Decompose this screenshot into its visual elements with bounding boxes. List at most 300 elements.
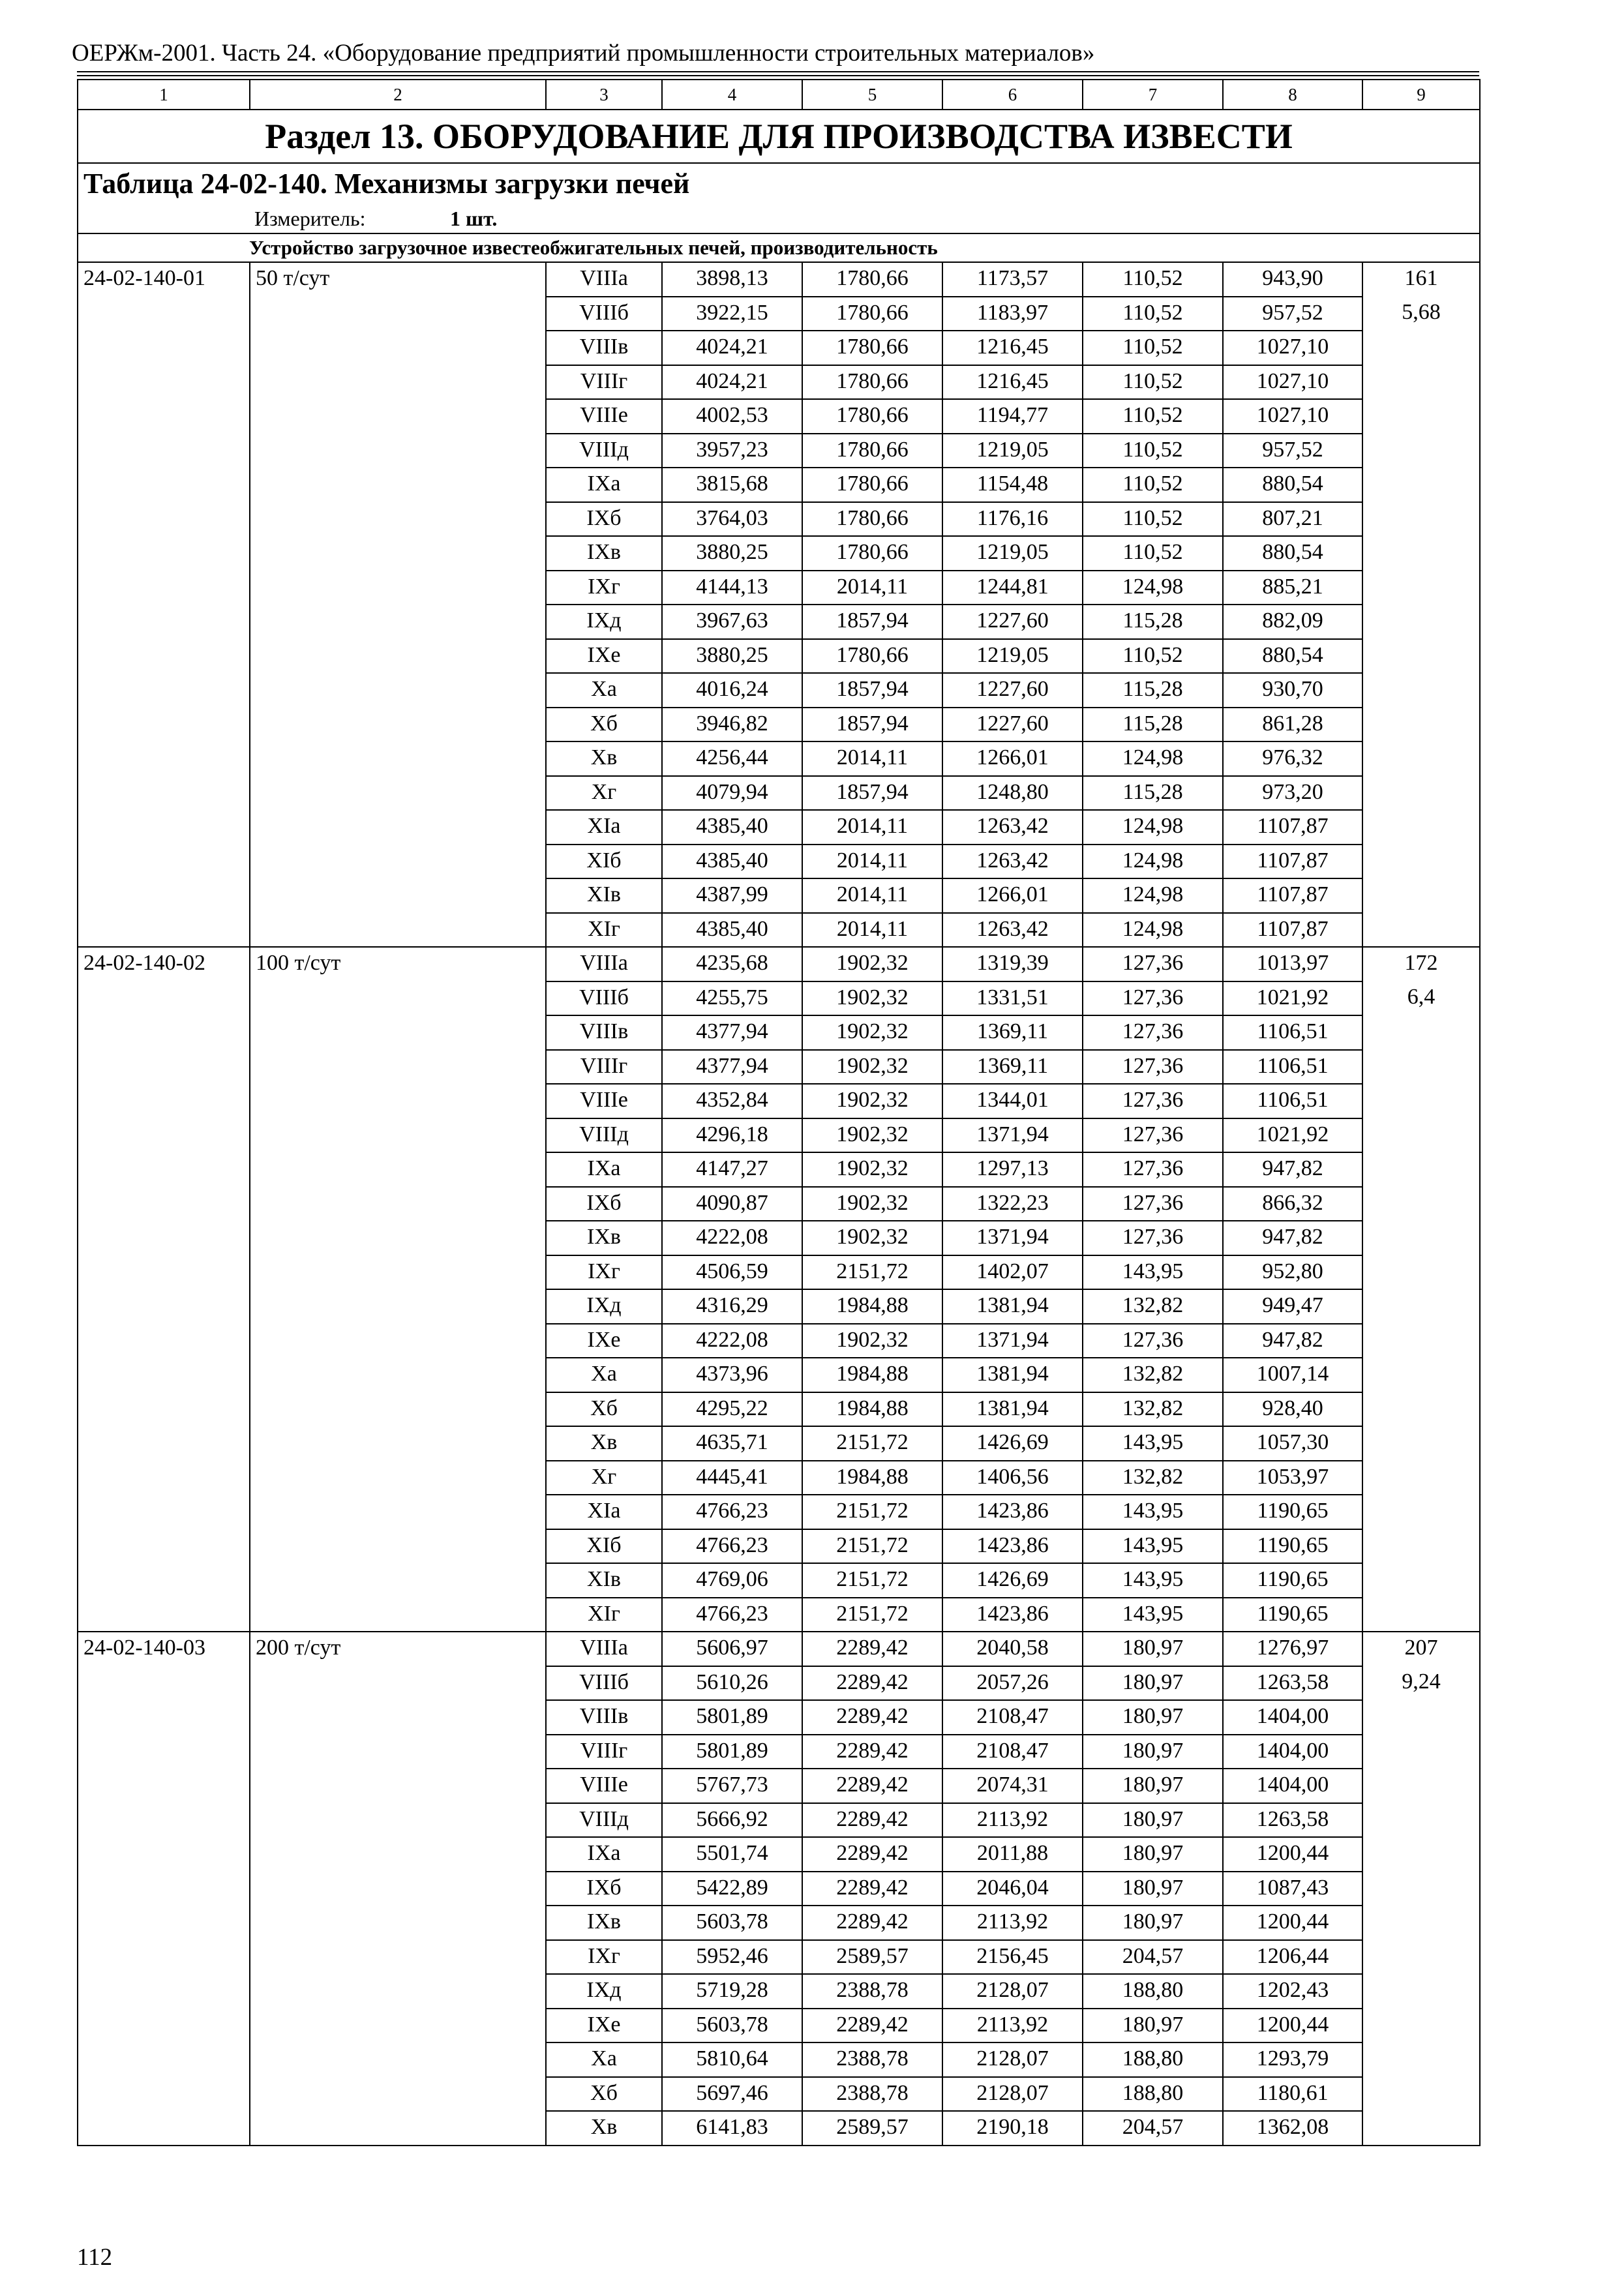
- value-cell: 4377,94: [662, 1050, 802, 1085]
- col9-cell: [1362, 2009, 1480, 2043]
- value-cell: 1227,60: [942, 708, 1083, 742]
- value-cell: 1227,60: [942, 673, 1083, 708]
- value-cell: 3880,25: [662, 639, 802, 674]
- capacity-cell: [250, 1461, 546, 1495]
- furnace-type-cell: VIIIд: [546, 1803, 662, 1838]
- rate-code-cell: [78, 1803, 250, 1838]
- col9-cell: [1362, 1187, 1480, 1221]
- table-row: [78, 1495, 1480, 1529]
- value-cell: 3957,23: [662, 434, 802, 468]
- value-cell: 1780,66: [802, 399, 942, 434]
- value-cell: 4016,24: [662, 673, 802, 708]
- value-cell: 5801,89: [662, 1735, 802, 1769]
- capacity-cell: [250, 1221, 546, 1255]
- rate-code-cell: [78, 810, 250, 845]
- value-cell: 110,52: [1083, 434, 1223, 468]
- rate-code-cell: [78, 1906, 250, 1940]
- value-cell: 143,95: [1083, 1255, 1223, 1290]
- value-cell: 2108,47: [942, 1700, 1083, 1735]
- value-cell: 1106,51: [1223, 1084, 1362, 1118]
- value-cell: 1200,44: [1223, 1906, 1362, 1940]
- value-cell: 1423,86: [942, 1495, 1083, 1529]
- value-cell: 2289,42: [802, 1735, 942, 1769]
- value-cell: 5610,26: [662, 1666, 802, 1701]
- value-cell: 4024,21: [662, 365, 802, 400]
- table-row: [78, 399, 1480, 434]
- col9-cell: [1362, 1015, 1480, 1050]
- furnace-type-cell: VIIIа: [546, 947, 662, 981]
- col9-cell: [1362, 1769, 1480, 1803]
- rate-code-cell: [78, 2077, 250, 2112]
- value-cell: 1984,88: [802, 1358, 942, 1392]
- capacity-cell: [250, 399, 546, 434]
- value-cell: 124,98: [1083, 845, 1223, 879]
- value-cell: 124,98: [1083, 810, 1223, 845]
- value-cell: 2289,42: [802, 2009, 942, 2043]
- furnace-type-cell: IXв: [546, 536, 662, 571]
- value-cell: 5952,46: [662, 1940, 802, 1975]
- value-cell: 949,47: [1223, 1289, 1362, 1324]
- value-cell: 110,52: [1083, 639, 1223, 674]
- rate-code-cell: [78, 1015, 250, 1050]
- value-cell: 947,82: [1223, 1324, 1362, 1358]
- value-cell: 124,98: [1083, 571, 1223, 605]
- furnace-type-cell: IXг: [546, 1940, 662, 1975]
- furnace-type-cell: IXб: [546, 1872, 662, 1906]
- col9-cell: [1362, 1906, 1480, 1940]
- capacity-cell: [250, 1152, 546, 1187]
- value-cell: 1263,58: [1223, 1666, 1362, 1701]
- value-cell: 1107,87: [1223, 878, 1362, 913]
- furnace-type-cell: Xг: [546, 776, 662, 811]
- rate-code-cell: [78, 741, 250, 776]
- value-cell: 1371,94: [942, 1324, 1083, 1358]
- table-row: [78, 1461, 1480, 1495]
- value-cell: 4002,53: [662, 399, 802, 434]
- value-cell: 1200,44: [1223, 2009, 1362, 2043]
- table-row: [78, 878, 1480, 913]
- value-cell: 115,28: [1083, 605, 1223, 639]
- value-cell: 1219,05: [942, 434, 1083, 468]
- table-row: [78, 536, 1480, 571]
- table-row: [78, 365, 1480, 400]
- value-cell: 5501,74: [662, 1837, 802, 1872]
- value-cell: 3946,82: [662, 708, 802, 742]
- value-cell: 4385,40: [662, 913, 802, 948]
- col9-cell: [1362, 810, 1480, 845]
- value-cell: 1423,86: [942, 1529, 1083, 1564]
- value-cell: 2108,47: [942, 1735, 1083, 1769]
- header-rule-bottom: [77, 75, 1479, 76]
- capacity-cell: [250, 878, 546, 913]
- value-cell: 1902,32: [802, 1084, 942, 1118]
- rate-code-cell: [78, 1700, 250, 1735]
- table-row: [78, 1837, 1480, 1872]
- page-header: ОЕРЖм-2001. Часть 24. «Оборудование предприятий промышленности строительных материалов»: [72, 40, 1095, 67]
- value-cell: 1293,79: [1223, 2042, 1362, 2077]
- value-cell: 115,28: [1083, 708, 1223, 742]
- value-cell: 110,52: [1083, 468, 1223, 502]
- value-cell: 2128,07: [942, 1974, 1083, 2009]
- col9-cell: [1362, 571, 1480, 605]
- value-cell: 1381,94: [942, 1358, 1083, 1392]
- value-cell: 1780,66: [802, 297, 942, 331]
- value-cell: 127,36: [1083, 1118, 1223, 1153]
- value-cell: 1381,94: [942, 1392, 1083, 1427]
- value-cell: 2388,78: [802, 2042, 942, 2077]
- value-cell: 1227,60: [942, 605, 1083, 639]
- value-cell: 3967,63: [662, 605, 802, 639]
- capacity-cell: [250, 1015, 546, 1050]
- value-cell: 947,82: [1223, 1152, 1362, 1187]
- value-cell: 1322,23: [942, 1187, 1083, 1221]
- value-cell: 5603,78: [662, 1906, 802, 1940]
- value-cell: 2074,31: [942, 1769, 1083, 1803]
- value-cell: 1027,10: [1223, 399, 1362, 434]
- value-cell: 127,36: [1083, 1221, 1223, 1255]
- capacity-cell: [250, 1700, 546, 1735]
- furnace-type-cell: XIб: [546, 845, 662, 879]
- value-cell: 2289,42: [802, 1700, 942, 1735]
- table-row: [78, 1426, 1480, 1461]
- rate-code-cell: [78, 708, 250, 742]
- furnace-type-cell: VIIIа: [546, 1632, 662, 1666]
- value-cell: 2128,07: [942, 2077, 1083, 2112]
- capacity-cell: [250, 1769, 546, 1803]
- rate-code-cell: [78, 605, 250, 639]
- table-row: [78, 776, 1480, 811]
- value-cell: 143,95: [1083, 1495, 1223, 1529]
- value-cell: 976,32: [1223, 741, 1362, 776]
- value-cell: 180,97: [1083, 1769, 1223, 1803]
- value-cell: 1190,65: [1223, 1529, 1362, 1564]
- table-row: [78, 639, 1480, 674]
- value-cell: 180,97: [1083, 1837, 1223, 1872]
- furnace-type-cell: VIIIд: [546, 434, 662, 468]
- rate-code-cell: [78, 2111, 250, 2146]
- value-cell: 1190,65: [1223, 1495, 1362, 1529]
- table-title: Таблица 24-02-140. Механизмы загрузки печей: [78, 163, 1480, 204]
- value-cell: 1857,94: [802, 708, 942, 742]
- value-cell: 180,97: [1083, 1872, 1223, 1906]
- page-number: 112: [77, 2244, 113, 2271]
- capacity-cell: [250, 1974, 546, 2009]
- value-cell: 2388,78: [802, 2077, 942, 2112]
- group-title: Устройство загрузочное известеобжигательных печей, производительность: [78, 233, 1480, 262]
- table-row: [78, 947, 1480, 981]
- value-cell: 885,21: [1223, 571, 1362, 605]
- capacity-cell: [250, 297, 546, 331]
- rate-code-cell: [78, 1598, 250, 1632]
- capacity-cell: [250, 1255, 546, 1290]
- col9-cell: 5,68: [1362, 297, 1480, 331]
- col9-cell: [1362, 1803, 1480, 1838]
- group-title-row: [78, 233, 1480, 262]
- value-cell: 1087,43: [1223, 1872, 1362, 1906]
- furnace-type-cell: XIа: [546, 1495, 662, 1529]
- value-cell: 930,70: [1223, 673, 1362, 708]
- value-cell: 2589,57: [802, 1940, 942, 1975]
- col9-cell: [1362, 365, 1480, 400]
- table-row: [78, 1255, 1480, 1290]
- column-numbers-row: [78, 80, 1480, 110]
- value-cell: 4316,29: [662, 1289, 802, 1324]
- col9-cell: [1362, 331, 1480, 365]
- value-cell: 1021,92: [1223, 981, 1362, 1016]
- value-cell: 110,52: [1083, 331, 1223, 365]
- rate-code-cell: [78, 1084, 250, 1118]
- value-cell: 115,28: [1083, 673, 1223, 708]
- value-cell: 2151,72: [802, 1495, 942, 1529]
- value-cell: 4222,08: [662, 1221, 802, 1255]
- value-cell: 2388,78: [802, 1974, 942, 2009]
- value-cell: 880,54: [1223, 536, 1362, 571]
- col9-cell: [1362, 1837, 1480, 1872]
- value-cell: 1404,00: [1223, 1735, 1362, 1769]
- column-number: 7: [1083, 80, 1223, 110]
- rate-code-cell: [78, 639, 250, 674]
- value-cell: 1902,32: [802, 981, 942, 1016]
- value-cell: 1107,87: [1223, 845, 1362, 879]
- rate-code-cell: [78, 673, 250, 708]
- column-number: 8: [1223, 80, 1362, 110]
- value-cell: 1057,30: [1223, 1426, 1362, 1461]
- table-row: [78, 1974, 1480, 2009]
- capacity-cell: [250, 708, 546, 742]
- col9-cell: 161: [1362, 262, 1480, 297]
- value-cell: 2014,11: [802, 810, 942, 845]
- capacity-cell: 50 т/сут: [250, 262, 546, 297]
- rate-code-cell: [78, 1255, 250, 1290]
- value-cell: 1202,43: [1223, 1974, 1362, 2009]
- value-cell: 1106,51: [1223, 1050, 1362, 1085]
- value-cell: 1902,32: [802, 1152, 942, 1187]
- furnace-type-cell: IXд: [546, 1974, 662, 2009]
- value-cell: 4352,84: [662, 1084, 802, 1118]
- column-number: 9: [1362, 80, 1480, 110]
- value-cell: 3815,68: [662, 468, 802, 502]
- value-cell: 1194,77: [942, 399, 1083, 434]
- capacity-cell: [250, 810, 546, 845]
- capacity-cell: [250, 1289, 546, 1324]
- capacity-cell: [250, 776, 546, 811]
- table-row: [78, 1872, 1480, 1906]
- rate-code-cell: 24-02-140-03: [78, 1632, 250, 1666]
- col9-cell: [1362, 2042, 1480, 2077]
- furnace-type-cell: VIIIб: [546, 297, 662, 331]
- furnace-type-cell: VIIIг: [546, 1050, 662, 1085]
- col9-cell: [1362, 434, 1480, 468]
- furnace-type-cell: XIг: [546, 913, 662, 948]
- col9-cell: [1362, 1529, 1480, 1564]
- value-cell: 1984,88: [802, 1461, 942, 1495]
- value-cell: 1857,94: [802, 776, 942, 811]
- col9-cell: 6,4: [1362, 981, 1480, 1016]
- value-cell: 1297,13: [942, 1152, 1083, 1187]
- rate-code-cell: [78, 399, 250, 434]
- value-cell: 1984,88: [802, 1392, 942, 1427]
- capacity-cell: [250, 365, 546, 400]
- value-cell: 1369,11: [942, 1015, 1083, 1050]
- value-cell: 3764,03: [662, 502, 802, 537]
- value-cell: 1902,32: [802, 1187, 942, 1221]
- col9-cell: [1362, 1152, 1480, 1187]
- value-cell: 5666,92: [662, 1803, 802, 1838]
- capacity-cell: [250, 2111, 546, 2146]
- value-cell: 110,52: [1083, 399, 1223, 434]
- value-cell: 1371,94: [942, 1118, 1083, 1153]
- value-cell: 143,95: [1083, 1529, 1223, 1564]
- furnace-type-cell: Xв: [546, 741, 662, 776]
- rate-code-cell: [78, 1426, 250, 1461]
- value-cell: 132,82: [1083, 1289, 1223, 1324]
- table-row: [78, 673, 1480, 708]
- capacity-cell: [250, 1324, 546, 1358]
- furnace-type-cell: IXе: [546, 1324, 662, 1358]
- table-row: [78, 1632, 1480, 1666]
- value-cell: 1219,05: [942, 536, 1083, 571]
- value-cell: 1216,45: [942, 331, 1083, 365]
- value-cell: 2014,11: [802, 741, 942, 776]
- value-cell: 943,90: [1223, 262, 1362, 297]
- value-cell: 1180,61: [1223, 2077, 1362, 2112]
- col9-cell: [1362, 1735, 1480, 1769]
- capacity-cell: [250, 468, 546, 502]
- value-cell: 1013,97: [1223, 947, 1362, 981]
- table-row: [78, 434, 1480, 468]
- table-row: [78, 605, 1480, 639]
- capacity-cell: [250, 1050, 546, 1085]
- col9-cell: [1362, 536, 1480, 571]
- value-cell: 110,52: [1083, 365, 1223, 400]
- value-cell: 1216,45: [942, 365, 1083, 400]
- table-row: [78, 2042, 1480, 2077]
- rates-table-body: [78, 80, 1480, 2146]
- capacity-cell: [250, 1666, 546, 1701]
- value-cell: 1319,39: [942, 947, 1083, 981]
- value-cell: 3922,15: [662, 297, 802, 331]
- value-cell: 4147,27: [662, 1152, 802, 1187]
- rate-code-cell: [78, 1050, 250, 1085]
- meter-value: 1 шт.: [450, 207, 498, 230]
- table-row: [78, 1803, 1480, 1838]
- value-cell: 180,97: [1083, 1632, 1223, 1666]
- value-cell: 1381,94: [942, 1289, 1083, 1324]
- value-cell: 5422,89: [662, 1872, 802, 1906]
- table-row: [78, 1187, 1480, 1221]
- col9-cell: 172: [1362, 947, 1480, 981]
- value-cell: 132,82: [1083, 1461, 1223, 1495]
- furnace-type-cell: XIа: [546, 810, 662, 845]
- table-title-row: [78, 163, 1480, 204]
- capacity-cell: [250, 1358, 546, 1392]
- value-cell: 2151,72: [802, 1529, 942, 1564]
- furnace-type-cell: IXв: [546, 1221, 662, 1255]
- col9-cell: [1362, 1118, 1480, 1153]
- table-row: [78, 1221, 1480, 1255]
- furnace-type-cell: Xа: [546, 2042, 662, 2077]
- table-row: [78, 708, 1480, 742]
- column-number: 3: [546, 80, 662, 110]
- col9-cell: [1362, 845, 1480, 879]
- capacity-cell: 200 т/сут: [250, 1632, 546, 1666]
- table-row: [78, 810, 1480, 845]
- col9-cell: [1362, 1872, 1480, 1906]
- furnace-type-cell: VIIIб: [546, 981, 662, 1016]
- value-cell: 1190,65: [1223, 1563, 1362, 1598]
- value-cell: 1219,05: [942, 639, 1083, 674]
- value-cell: 110,52: [1083, 502, 1223, 537]
- capacity-cell: [250, 2009, 546, 2043]
- value-cell: 4635,71: [662, 1426, 802, 1461]
- furnace-type-cell: XIб: [546, 1529, 662, 1564]
- capacity-cell: [250, 1735, 546, 1769]
- value-cell: 180,97: [1083, 1906, 1223, 1940]
- rate-code-cell: [78, 331, 250, 365]
- table-row: [78, 1906, 1480, 1940]
- value-cell: 110,52: [1083, 297, 1223, 331]
- value-cell: 1190,65: [1223, 1598, 1362, 1632]
- rate-code-cell: [78, 1769, 250, 1803]
- column-number: 5: [802, 80, 942, 110]
- rate-code-cell: [78, 1461, 250, 1495]
- value-cell: 861,28: [1223, 708, 1362, 742]
- table-row: [78, 1940, 1480, 1975]
- furnace-type-cell: VIIIе: [546, 1769, 662, 1803]
- col9-cell: [1362, 639, 1480, 674]
- table-row: [78, 741, 1480, 776]
- value-cell: 1984,88: [802, 1289, 942, 1324]
- furnace-type-cell: XIг: [546, 1598, 662, 1632]
- value-cell: 127,36: [1083, 1324, 1223, 1358]
- table-row: [78, 1358, 1480, 1392]
- table-row: [78, 845, 1480, 879]
- rate-code-cell: [78, 1872, 250, 1906]
- rate-code-cell: [78, 1563, 250, 1598]
- capacity-cell: [250, 1187, 546, 1221]
- value-cell: 1176,16: [942, 502, 1083, 537]
- col9-cell: [1362, 913, 1480, 948]
- col9-cell: [1362, 502, 1480, 537]
- value-cell: 4295,22: [662, 1392, 802, 1427]
- rate-code-cell: [78, 1735, 250, 1769]
- value-cell: 2014,11: [802, 913, 942, 948]
- col9-cell: [1362, 1700, 1480, 1735]
- value-cell: 5767,73: [662, 1769, 802, 1803]
- value-cell: 5801,89: [662, 1700, 802, 1735]
- value-cell: 4144,13: [662, 571, 802, 605]
- col9-cell: [1362, 1426, 1480, 1461]
- value-cell: 1263,42: [942, 810, 1083, 845]
- col9-cell: [1362, 1289, 1480, 1324]
- value-cell: 4387,99: [662, 878, 802, 913]
- value-cell: 1107,87: [1223, 913, 1362, 948]
- furnace-type-cell: IXд: [546, 1289, 662, 1324]
- rate-code-cell: [78, 845, 250, 879]
- value-cell: 1007,14: [1223, 1358, 1362, 1392]
- meter-label: Измеритель:: [254, 207, 366, 230]
- col9-cell: [1362, 1392, 1480, 1427]
- capacity-cell: [250, 1563, 546, 1598]
- value-cell: 5719,28: [662, 1974, 802, 2009]
- furnace-type-cell: VIIIг: [546, 365, 662, 400]
- value-cell: 2113,92: [942, 1906, 1083, 1940]
- furnace-type-cell: Xб: [546, 2077, 662, 2112]
- section-title-row: [78, 110, 1480, 163]
- value-cell: 2014,11: [802, 845, 942, 879]
- value-cell: 1266,01: [942, 741, 1083, 776]
- capacity-cell: [250, 2042, 546, 2077]
